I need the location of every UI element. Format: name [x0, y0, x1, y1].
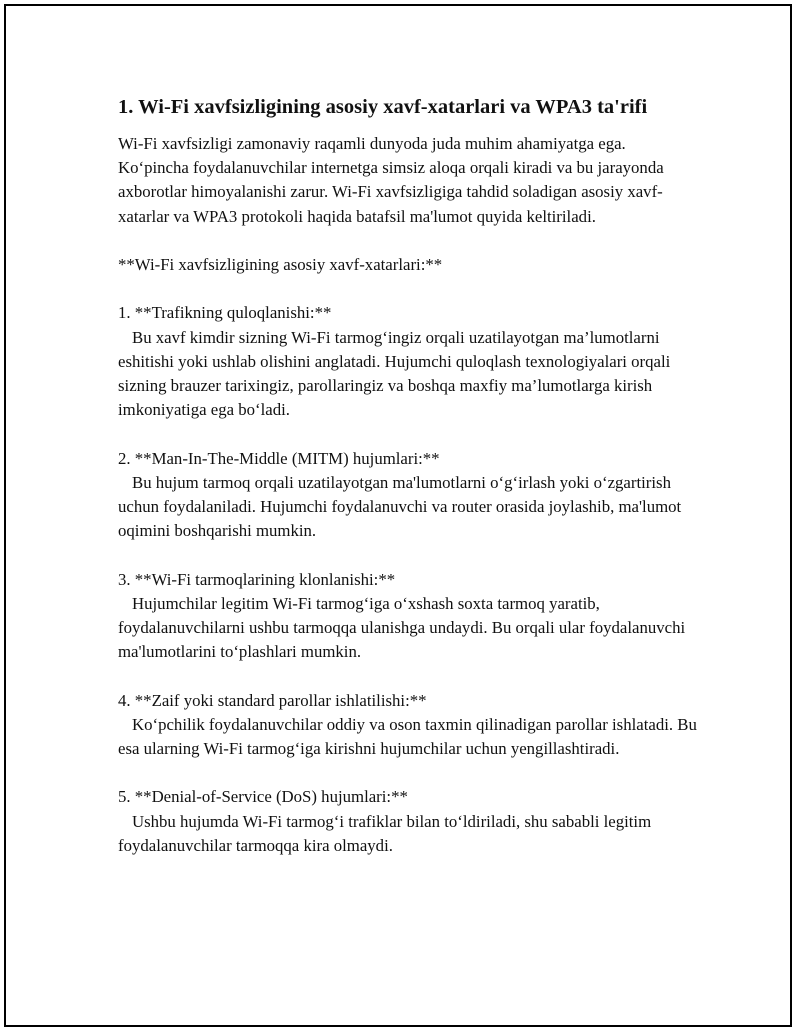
list-item-body: Ko‘pchilik foydalanuvchilar oddiy va oson taxmin qilinadigan parollar ishlatadi. Bu esa ularning Wi-Fi tarmog‘iga kirishni hujumchilar uchun yengillashtiradi. — [118, 714, 697, 758]
list-item-body: Bu xavf kimdir sizning Wi-Fi tarmog‘ingiz orqali uzatilayotgan ma’lumotlarni eshitishi yoki ushlab olishini anglatadi. Hujumchi quloqlash texnologiyalari orqali sizning brauzer tarixingiz, parollaringiz va boshqa maxfiy ma’lumotlarga kirish imkoniyatiga ega bo‘ladi. — [118, 327, 671, 420]
document-title: 1. Wi-Fi xavfsizligining asosiy xavf-xatarlari va WPA3 ta'rifi — [118, 96, 648, 118]
list-item — [118, 785, 698, 858]
list-item-heading: 4. **Zaif yoki standard parollar ishlatilishi:** — [118, 690, 427, 710]
list-item-body: Bu hujum tarmoq orqali uzatilayotgan ma'lumotlarni o‘g‘irlash yoki o‘zgartirish uchun foydalaniladi. Hujumchi foydalanuvchi va router orasida joylashib, ma'lumot oqimini boshqarishi mumkin. — [118, 472, 682, 541]
document-body — [118, 92, 698, 882]
section-heading: **Wi-Fi xavfsizligining asosiy xavf-xatarlari:** — [118, 255, 443, 274]
list-item-heading: 5. **Denial-of-Service (DoS) hujumlari:** — [118, 787, 408, 807]
list-item — [118, 689, 698, 762]
intro-paragraph: Wi-Fi xavfsizligi zamonaviy raqamli dunyoda juda muhim ahamiyatga ega. Ko‘pincha foydalanuvchilar internetga simsiz aloqa orqali kiradi va bu jarayonda axborotlar himoyalanishi zarur. Wi-Fi xavfsizligiga tahdid soladigan asosiy xavf-xatarlar va WPA3 protokoli haqida batafsil ma'lumot quyida keltiriladi. — [118, 134, 664, 226]
list-item — [118, 301, 698, 422]
list-item-body: Hujumchilar legitim Wi-Fi tarmog‘iga o‘xshash soxta tarmoq yaratib, foydalanuvchilarni ushbu tarmoqqa ulanishga undaydi. Bu orqali ular foydalanuvchi ma'lumotlarini to‘plashlari mumkin. — [118, 593, 686, 662]
list-item-heading: 1. **Trafikning quloqlanishi:** — [118, 303, 332, 323]
list-item — [118, 447, 698, 544]
list-item-heading: 3. **Wi-Fi tarmoqlarining klonlanishi:** — [118, 569, 396, 589]
list-item — [118, 568, 698, 665]
list-item-heading: 2. **Man-In-The-Middle (MITM) hujumlari:** — [118, 448, 440, 468]
list-item-body: Ushbu hujumda Wi-Fi tarmog‘i trafiklar bilan to‘ldiriladi, shu sababli legitim foydalanuvchilar tarmoqqa kira olmaydi. — [118, 811, 652, 855]
